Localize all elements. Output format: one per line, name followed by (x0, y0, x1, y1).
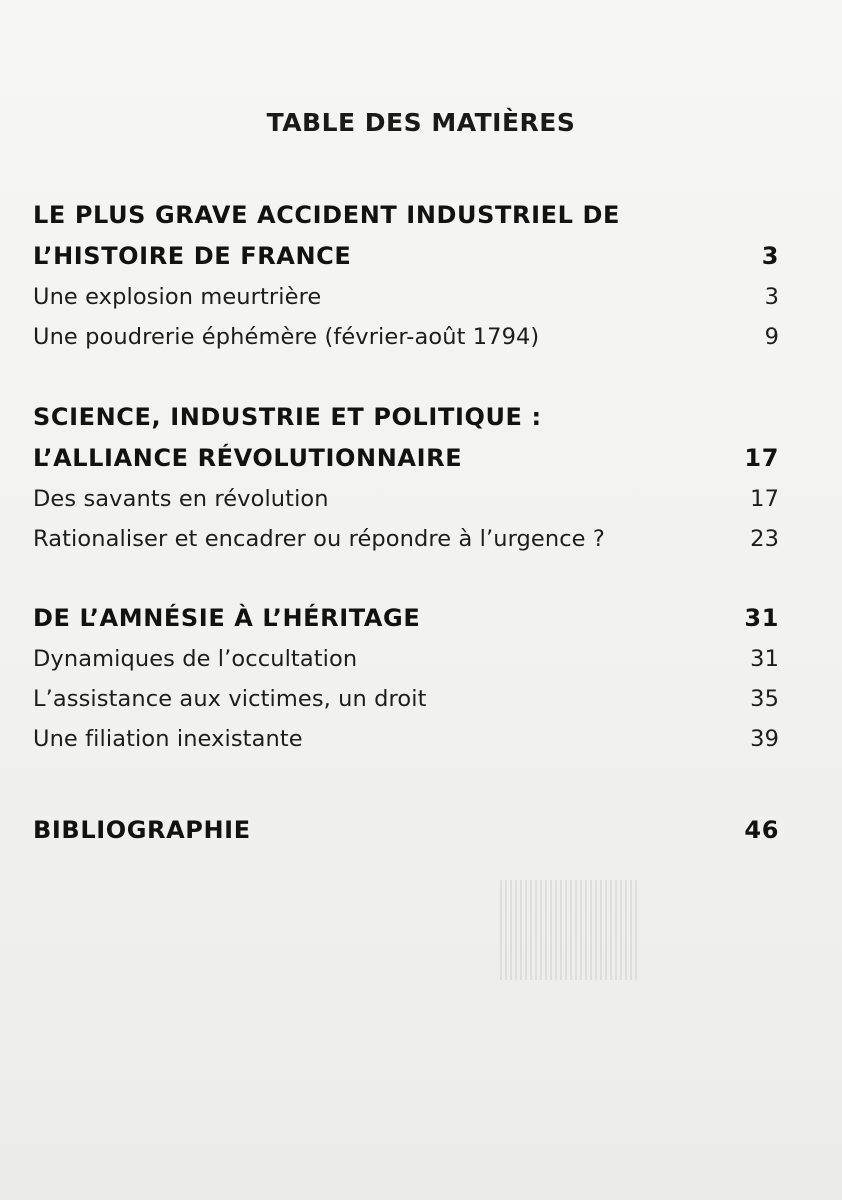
section-title-line: L’HISTOIRE DE FRANCE (33, 242, 352, 270)
show-through-barcode (500, 880, 640, 980)
toc-section-1 (33, 195, 779, 357)
toc-entry-page: 17 (750, 486, 779, 512)
toc-section-4 (33, 810, 779, 851)
section-title (33, 810, 779, 851)
toc-entry (33, 317, 779, 357)
section-page-number: 46 (744, 816, 779, 844)
section-title-line: DE L’AMNÉSIE À L’HÉRITAGE (33, 604, 421, 632)
section-title-line: LE PLUS GRAVE ACCIDENT INDUSTRIEL DE (33, 201, 620, 229)
section-title (33, 195, 779, 277)
toc-entry-label: Dynamiques de l’occultation (33, 646, 358, 672)
toc-entry-label: Une explosion meurtrière (33, 284, 322, 310)
section-title-line: L’ALLIANCE RÉVOLUTIONNAIRE (33, 444, 463, 472)
toc-entry-label: L’assistance aux victimes, un droit (33, 686, 427, 712)
page-title: TABLE DES MATIÈRES (266, 108, 576, 137)
toc-entry (33, 719, 779, 759)
section-title-line: BIBLIOGRAPHIE (33, 816, 251, 844)
toc-entry-page: 9 (764, 324, 779, 350)
section-page-number: 3 (761, 242, 779, 270)
toc-entry-label: Une poudrerie éphémère (février-août 1794) (33, 324, 540, 350)
toc-entry-page: 35 (750, 686, 779, 712)
toc-entry (33, 519, 779, 559)
toc-section-3 (33, 598, 779, 759)
section-title (33, 598, 779, 639)
toc-entry-page: 23 (750, 526, 779, 552)
toc-entry (33, 277, 779, 317)
toc-section-2 (33, 397, 779, 559)
section-page-number: 17 (744, 444, 779, 472)
section-title-line: SCIENCE, INDUSTRIE ET POLITIQUE : (33, 403, 542, 431)
toc-entry-label: Des savants en révolution (33, 486, 329, 512)
toc-entry (33, 479, 779, 519)
section-page-number: 31 (744, 604, 779, 632)
toc-entry-page: 39 (750, 726, 779, 752)
toc-entry (33, 639, 779, 679)
toc-entry-page: 3 (764, 284, 779, 310)
toc-entry-label: Une filiation inexistante (33, 726, 303, 752)
section-title (33, 397, 779, 479)
toc-entry-label: Rationaliser et encadrer ou répondre à l’urgence ? (33, 526, 605, 552)
toc-entry (33, 679, 779, 719)
toc-entry-page: 31 (750, 646, 779, 672)
